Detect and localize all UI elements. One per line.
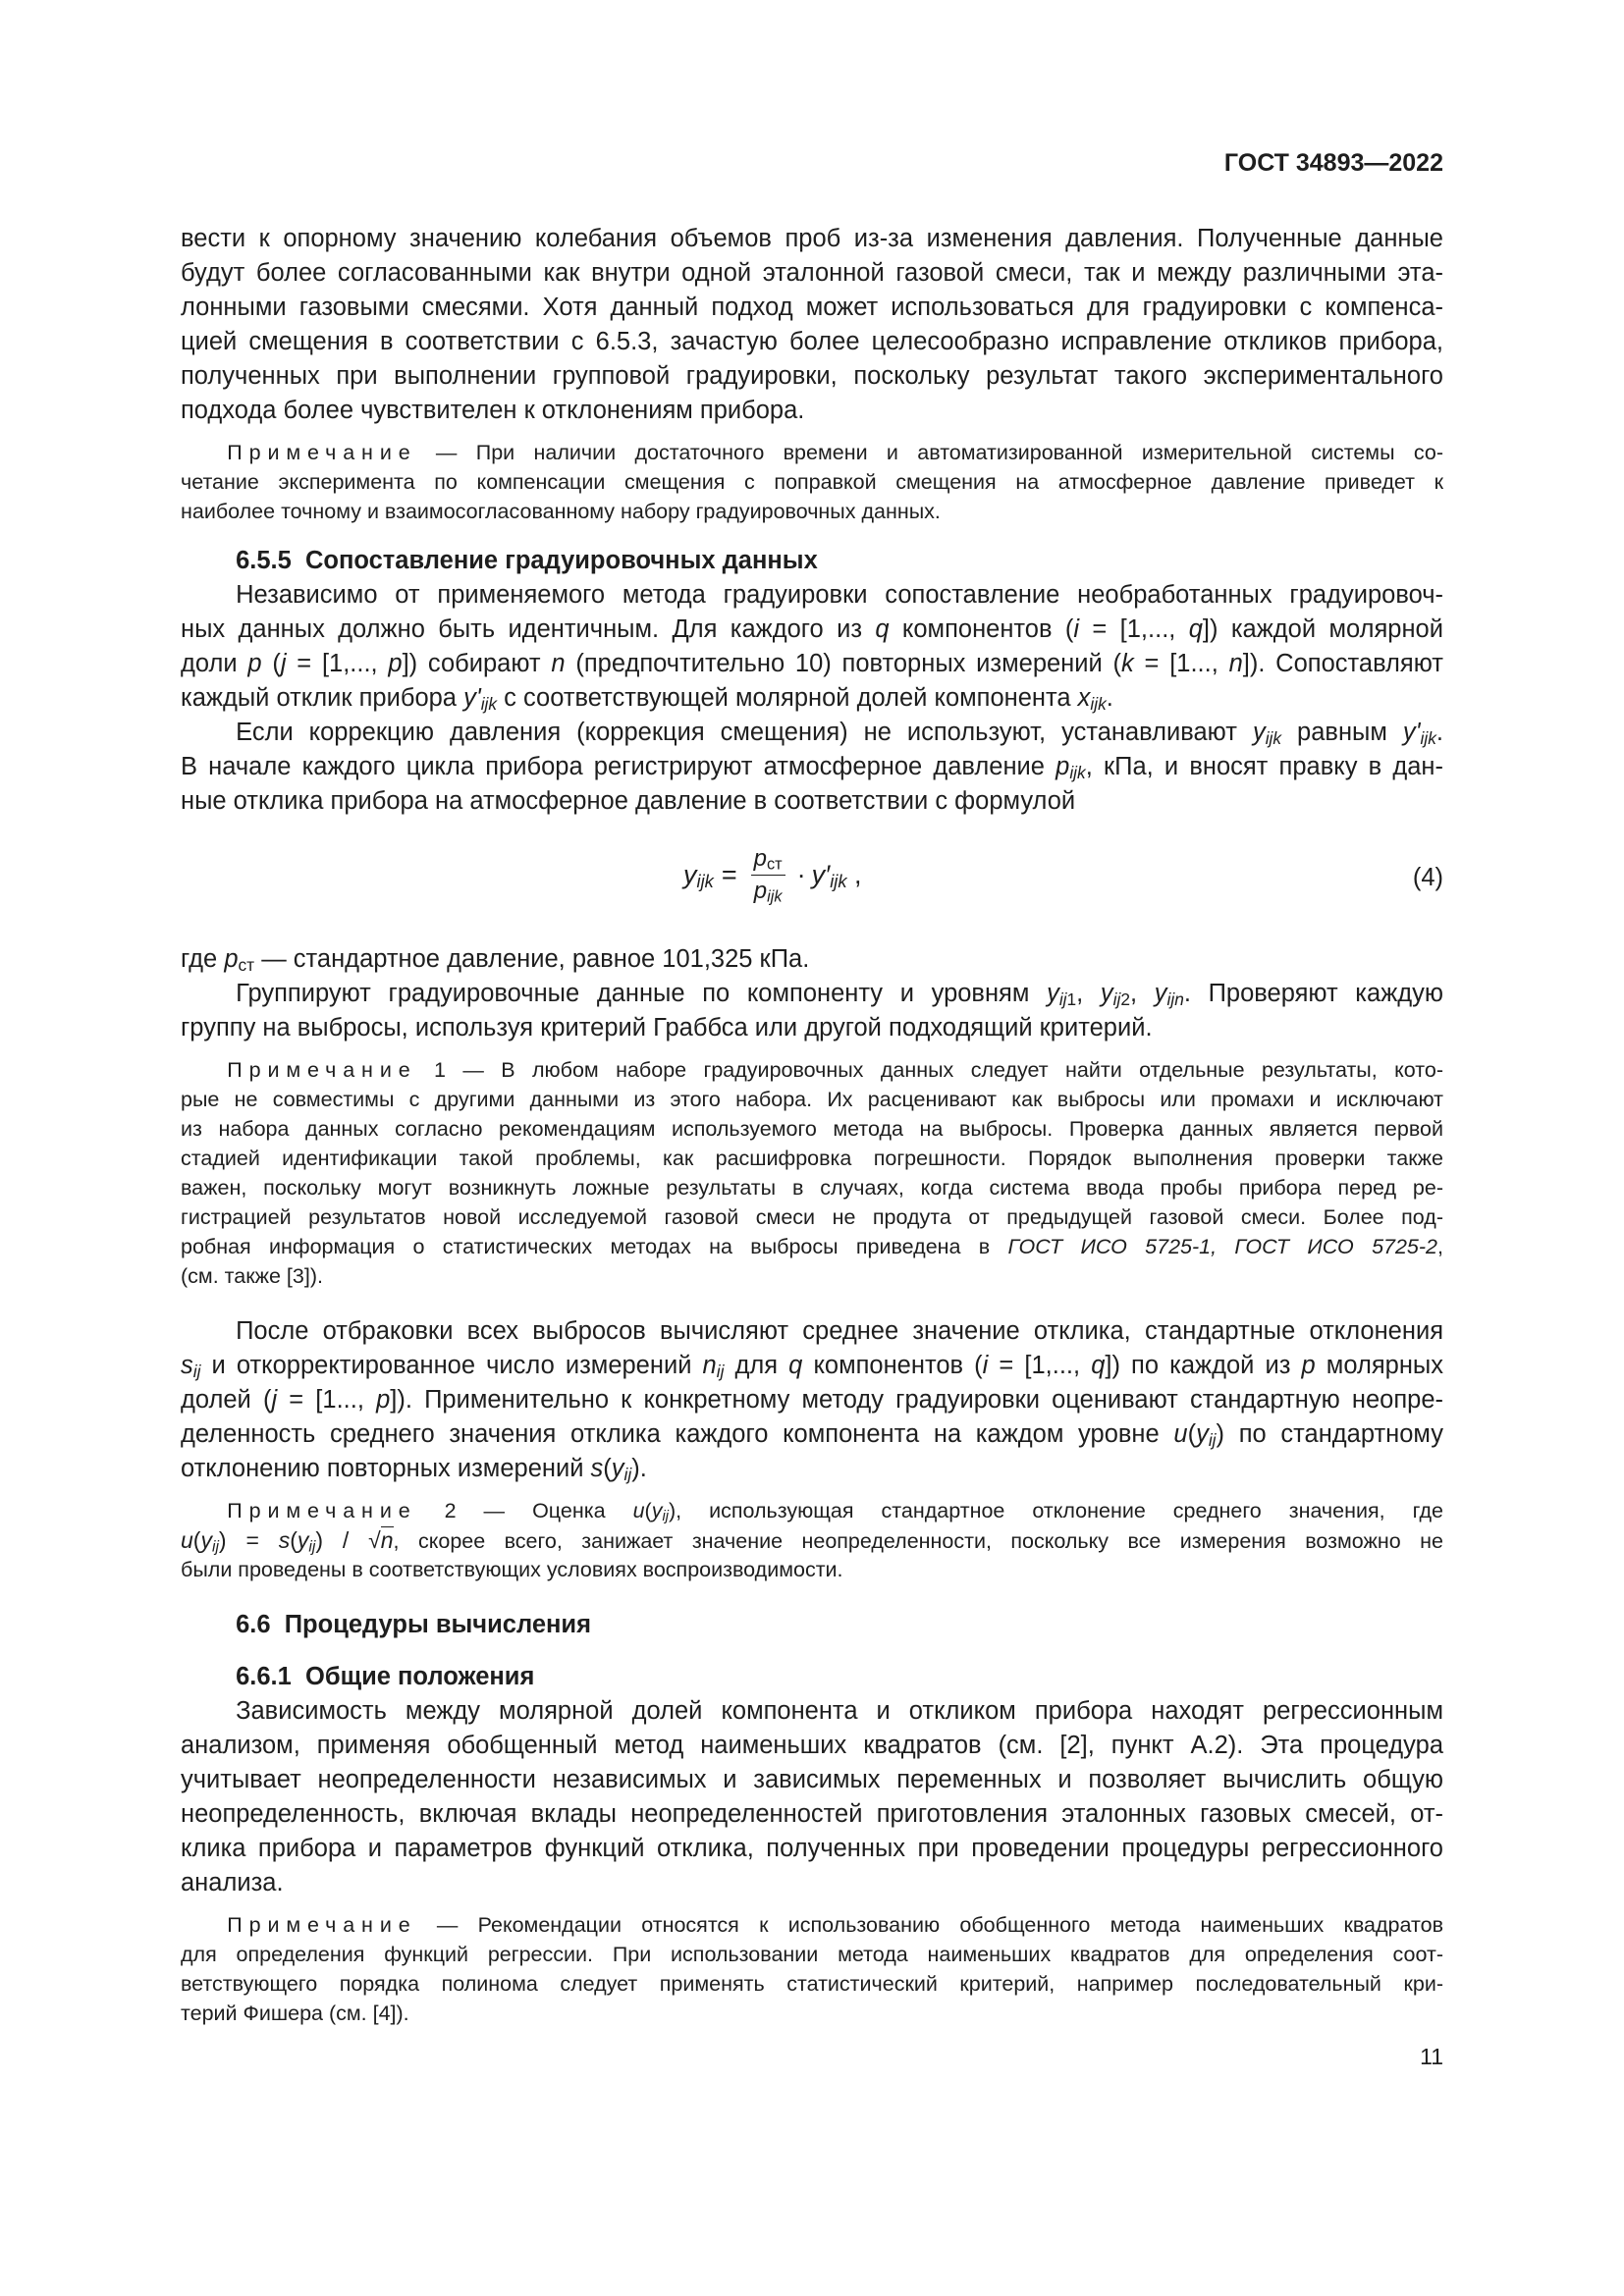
text-line: клика прибора и параметров функций отклика, полученных при проведении процедуры регрессионного xyxy=(181,1835,1443,1862)
formula-where-line: где $p_{ст}$ — стандартное давление, равное 101,325 кПа. xyxy=(181,945,810,975)
page-number: 11 xyxy=(1420,2044,1443,2069)
note-line: (см. также [3]). xyxy=(181,1264,323,1288)
note-line: рые не совместимы с другими данными из этого набора. Их расценивают как выбросы или промахи и исключают xyxy=(181,1088,1443,1111)
text-line: В начале каждого цикла прибора регистрируют атмосферное давление $p_{ijk}$, кПа, и вносят правку в дан- xyxy=(181,753,1443,782)
text-line: ных данных должно быть идентичным. Для каждого из q компонентов (i = [1,..., q]) каждой молярной xyxy=(181,615,1443,643)
note-line: Примечание 1 — В любом наборе градуировочных данных следует найти отдельные результаты, кото- xyxy=(227,1058,1443,1082)
text-line: цией смещения в соответствии с 6.5.3, зачастую более целесообразно исправление откликов прибора, xyxy=(181,328,1443,355)
text-line: лонными газовыми смесями. Хотя данный подход может использоваться для градуировки с компенса- xyxy=(181,294,1443,321)
section-heading-6-5-5: 6.5.5 Сопоставление градуировочных данных xyxy=(236,547,818,574)
text-line: ные отклика прибора на атмосферное давление в соответствии с формулой xyxy=(181,787,1076,815)
paragraph-regression xyxy=(181,1694,1443,1900)
note-line: были проведены в соответствующих условиях воспроизводимости. xyxy=(181,1558,843,1581)
note-1 xyxy=(181,438,1443,526)
text-line: подхода более чувствителен к отклонениям прибора. xyxy=(181,397,805,424)
note-line: важен, поскольку могут возникнуть ложные результаты в случаях, когда система ввода пробы прибора перед ре- xyxy=(181,1176,1443,1200)
paragraph-outliers xyxy=(181,1314,1443,1486)
note-line: из набора данных согласно рекомендациям используемого метода на выбросы. Проверка данных является первой xyxy=(181,1117,1443,1141)
text-line: анализом, применяя обобщенный метод наименьших квадратов (см. [2], пункт А.2). Эта процедура xyxy=(181,1732,1443,1759)
note-4 xyxy=(181,1910,1443,2028)
formula-expression: $y_{ijk}$ = $\frac{p_{ст}}{p_{ijk}}$ · $y'_{ijk}$ , xyxy=(683,845,862,906)
text-line: анализа. xyxy=(181,1869,284,1896)
formula-number: (4) xyxy=(1412,864,1443,891)
note-line: стадией идентификации такой проблемы, как расшифровка погрешности. Порядок выполнения проверки также xyxy=(181,1147,1443,1170)
text-line: каждый отклик прибора $y'_{ijk}$ с соответствующей молярной долей компонента $x_{ijk}$. xyxy=(181,684,1113,714)
paragraph-grouping xyxy=(181,977,1443,1045)
text-line: Зависимость между молярной долей компонента и откликом прибора находят регрессионным xyxy=(236,1697,1443,1725)
note-line: Примечание 2 — Оценка $u(y_{ij})$, использующая стандартное отклонение среднего значения, где xyxy=(227,1499,1443,1525)
uncertainty-formula: $u(y_{ij}) = s(y_{ij}) / √n$ xyxy=(181,1527,394,1556)
text-line: будут более согласованными как внутри одной эталонной газовой смеси, так и между различными эта- xyxy=(181,259,1443,287)
note-line: $u(y_{ij}) = s(y_{ij}) / √n$, скорее всего, занижает значение неопределенности, поскольку все измерения возможно не xyxy=(181,1527,1443,1556)
paragraph-pressure xyxy=(181,716,1443,819)
text-line: группу на выбросы, используя критерий Граббса или другой подходящий критерий. xyxy=(181,1014,1153,1041)
paragraph-intro xyxy=(181,222,1443,428)
note-2 xyxy=(181,1055,1443,1291)
note-line: Примечание — Рекомендации относятся к использованию обобщенного метода наименьших квадратов xyxy=(227,1913,1443,1937)
formula-4 xyxy=(181,827,1443,934)
text-line: доли p (j = [1,..., p]) собирают n (предпочтительно 10) повторных измерений (k = [1..., n]). Сопоставляют xyxy=(181,650,1443,677)
note-line: робная информация о статистических методах на выбросы приведена в ГОСТ ИСО 5725-1, ГОСТ ИСО 5725-2, xyxy=(181,1235,1443,1258)
note-line: гистрацией результатов новой исследуемой газовой смеси не продута от предыдущей газовой смеси. Более под- xyxy=(181,1205,1443,1229)
text-line: вести к опорному значению колебания объемов проб из-за изменения давления. Полученные данные xyxy=(181,225,1443,252)
text-line: После отбраковки всех выбросов вычисляют среднее значение отклика, стандартные отклонения xyxy=(236,1317,1443,1345)
document-header: ГОСТ 34893—2022 xyxy=(1223,149,1443,177)
note-line: для определения функций регрессии. При использовании метода наименьших квадратов для определения соот- xyxy=(181,1943,1443,1966)
section-heading-6-6: 6.6 Процедуры вычисления xyxy=(236,1611,591,1638)
text-line: деленность среднего значения отклика каждого компонента на каждом уровне $u(y_{ij})$ по стандартному xyxy=(181,1420,1443,1450)
note-line: терий Фишера (см. [4]). xyxy=(181,2002,409,2025)
page-content xyxy=(181,222,1443,2028)
text-line: Если коррекцию давления (коррекция смещения) не используют, устанавливают $y_{ijk}$ равным $y'_{ijk}$. xyxy=(236,719,1443,748)
text-line: учитывает неопределенности независимых и зависимых переменных и позволяет вычислить общую xyxy=(181,1766,1443,1793)
note-label: Примечание xyxy=(227,441,417,464)
text-line: Группируют градуировочные данные по компоненту и уровням $y_{ij1}$, $y_{ij2}$, $y_{ijn}$. Проверяют каждую xyxy=(236,980,1444,1009)
note-line: четание эксперимента по компенсации смещения с поправкой смещения на атмосферное давление приведет к xyxy=(181,470,1443,494)
text-line: Независимо от применяемого метода градуировки сопоставление необработанных градуировоч- xyxy=(236,581,1443,609)
note-line: наиболее точному и взаимосогласованному набору градуировочных данных. xyxy=(181,500,941,523)
note-line: ветствующего порядка полинома следует применять статистический критерий, например последовательный кри- xyxy=(181,1972,1443,1996)
paragraph-collation xyxy=(181,578,1443,716)
text-line: полученных при выполнении групповой градуировки, поскольку результат такого экспериментального xyxy=(181,362,1443,390)
text-line: $s_{ij}$ и откорректированное число измерений $n_{ij}$ для q компонентов (i = [1,..., q]) по каждой из p молярных xyxy=(181,1352,1443,1381)
note-line: Примечание — При наличии достаточного времени и автоматизированной измерительной системы со- xyxy=(227,441,1443,464)
text-line: долей (j = [1..., p]). Применительно к конкретному методу градуировки оценивают стандартную неопре- xyxy=(181,1386,1443,1414)
text-line: неопределенность, включая вклады неопределенностей приготовления эталонных газовых смесей, от- xyxy=(181,1800,1443,1828)
text-line: отклонению повторных измерений $s(y_{ij})$. xyxy=(181,1455,647,1484)
section-heading-6-6-1: 6.6.1 Общие положения xyxy=(236,1663,535,1690)
note-3 xyxy=(181,1496,1443,1584)
